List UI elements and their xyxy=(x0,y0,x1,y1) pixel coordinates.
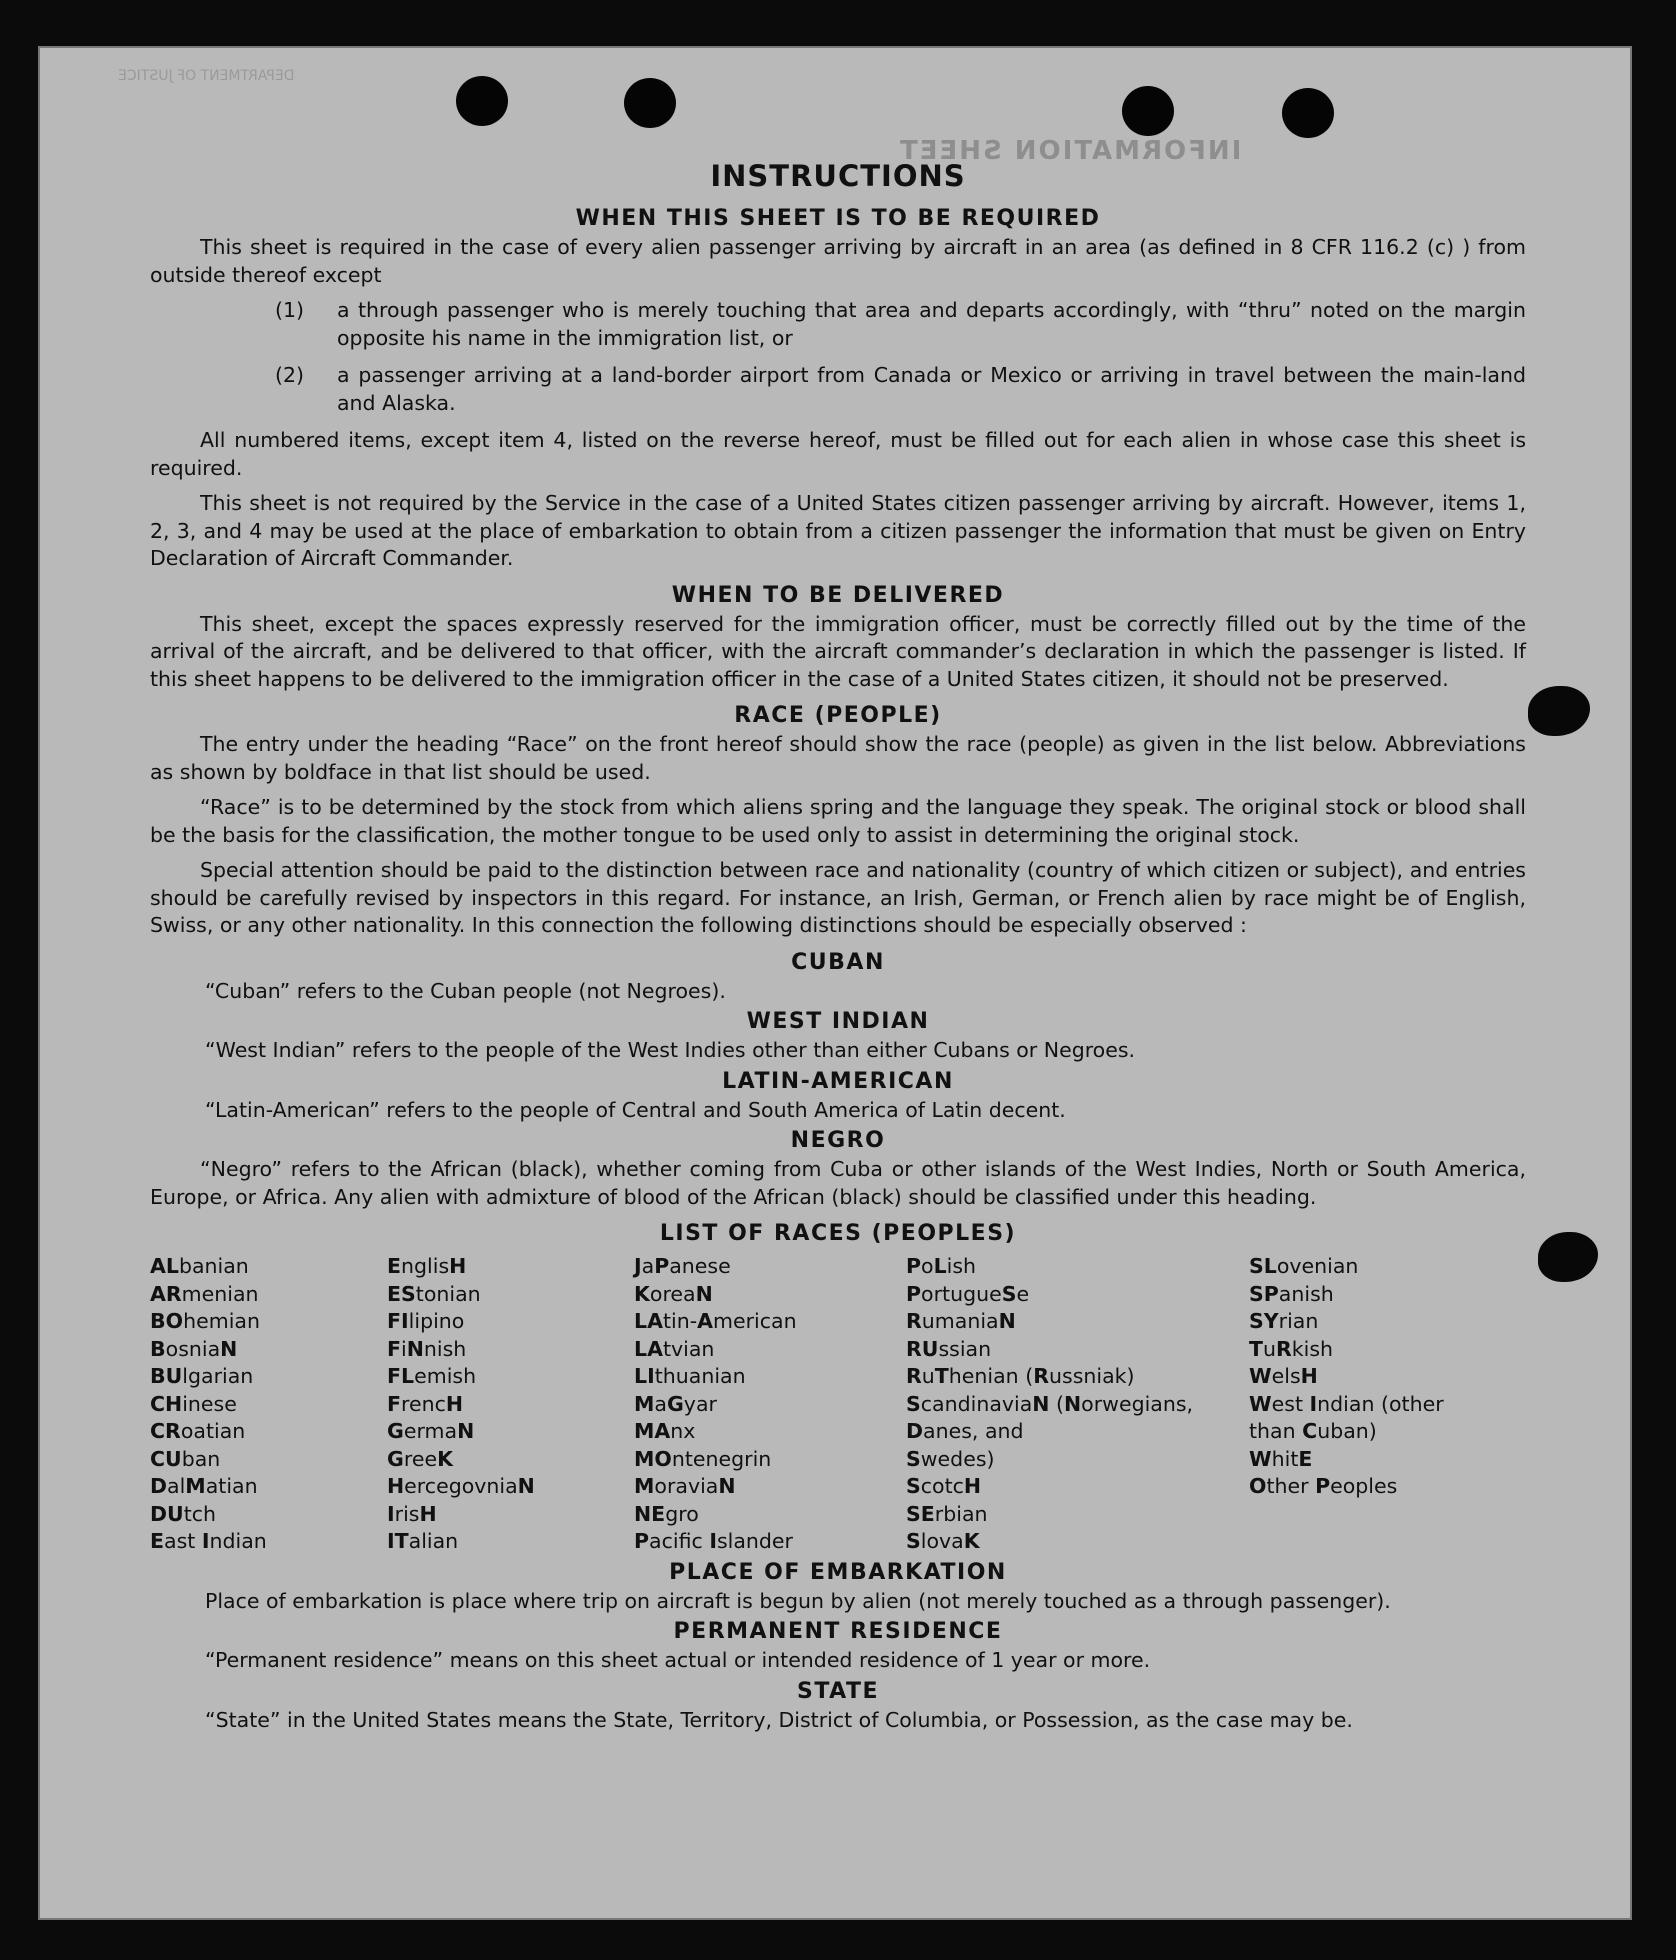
race-entry: DUtch xyxy=(150,1501,217,1526)
race-column xyxy=(906,1253,1249,1556)
race-entry: PortugueSe xyxy=(906,1281,1030,1306)
paragraph: “Race” is to be determined by the stock from which aliens spring and the language they speak. The original stock or blood shall be the basis for the classification, the mother tongue to be used only to assist in determining the original stock. xyxy=(150,795,1526,847)
race-entry: SYrian xyxy=(1249,1309,1319,1333)
race-entry: than Cuban) xyxy=(1249,1419,1377,1443)
definition: “Latin-American” refers to the people of Central and South America of Latin decent. xyxy=(205,1097,1066,1122)
section-heading: STATE xyxy=(797,1678,879,1704)
item-number: (1) xyxy=(275,298,305,322)
section-heading: LATIN-AMERICAN xyxy=(722,1068,954,1094)
section-heading: PLACE OF EMBARKATION xyxy=(669,1559,1007,1585)
race-entry: SlovaK xyxy=(906,1529,980,1553)
bleed-through-text: INFORMATION SHEET xyxy=(898,136,1242,166)
section-heading: RACE (PEOPLE) xyxy=(734,703,942,728)
race-entry: Danes, and xyxy=(906,1419,1024,1443)
punch-hole xyxy=(1122,86,1174,136)
section-heading: NEGRO xyxy=(790,1128,886,1153)
race-entry: MOntenegrin xyxy=(634,1446,772,1471)
race-entry: IrisH xyxy=(387,1501,437,1526)
punch-hole xyxy=(456,76,508,126)
race-entry: FrencH xyxy=(387,1391,464,1416)
race-entry: ITalian xyxy=(387,1529,459,1553)
race-entry: JaPanese xyxy=(634,1254,731,1278)
paragraph: All numbered items, except item 4, listed on the reverse hereof, must be filled out for each alien in whose case this sheet is required. xyxy=(150,428,1526,480)
race-column xyxy=(150,1253,387,1556)
race-entry: West Indian (other xyxy=(1249,1391,1444,1416)
race-entry: ScotcH xyxy=(906,1474,982,1498)
race-entry: ALbanian xyxy=(150,1254,249,1278)
section-heading: WEST INDIAN xyxy=(746,1009,930,1034)
race-entry: PoLish xyxy=(906,1254,977,1278)
item-text: a passenger arriving at a land-border airport from Canada or Mexico or arriving in travel between the main-land and Alaska. xyxy=(337,363,1526,415)
race-list xyxy=(150,1253,1526,1556)
bleed-through-text: DEPARTMENT OF JUSTICE xyxy=(118,68,295,84)
list-item xyxy=(150,362,1526,417)
definition: “State” in the United States means the State, Territory, District of Columbia, or Possession, as the case may be. xyxy=(205,1707,1353,1732)
ink-blot xyxy=(1528,686,1590,736)
race-entry: BosniaN xyxy=(150,1336,238,1361)
race-entry: ARmenian xyxy=(150,1281,259,1306)
punch-hole xyxy=(624,78,676,128)
race-entry: LAtin-American xyxy=(634,1309,797,1333)
race-entry: East Indian xyxy=(150,1529,267,1553)
race-column xyxy=(1249,1253,1509,1556)
race-entry: SErbian xyxy=(906,1501,988,1526)
definition: “West Indian” refers to the people of the West Indies other than either Cubans or Negroes. xyxy=(205,1038,1136,1062)
paragraph: Special attention should be paid to the distinction between race and nationality (country of which citizen or subject), and entries should be carefully revised by inspectors in this regard. For instance, an Irish, German, or French alien by race might be of English, Swiss, or any other nationality. In this connection the following distinctions should be especially observed : xyxy=(150,858,1526,937)
race-entry: EStonian xyxy=(387,1281,481,1306)
section-heading: WHEN TO BE DELIVERED xyxy=(671,582,1005,608)
race-entry: SLovenian xyxy=(1249,1254,1359,1278)
ink-blot xyxy=(1538,1232,1598,1282)
race-entry: CRoatian xyxy=(150,1419,246,1443)
race-entry: Swedes) xyxy=(906,1446,995,1471)
race-entry: TuRkish xyxy=(1249,1336,1334,1361)
paragraph: This sheet is required in the case of every alien passenger arriving by aircraft in an area (as defined in 8 CFR 116.2 (c) ) from outside thereof except xyxy=(150,235,1526,287)
race-entry: FiNnish xyxy=(387,1336,467,1361)
race-entry: LIthuanian xyxy=(634,1364,746,1388)
race-entry: BOhemian xyxy=(150,1309,260,1333)
race-entry: CUban xyxy=(150,1446,221,1471)
race-entry: NEgro xyxy=(634,1501,699,1526)
definition: Place of embarkation is place where trip on aircraft is begun by alien (not merely touched as a through passenger). xyxy=(205,1588,1391,1613)
race-entry: HercegovniaN xyxy=(387,1474,535,1498)
race-entry: RuThenian (Russniak) xyxy=(906,1364,1135,1388)
race-entry: KoreaN xyxy=(634,1281,713,1306)
race-entry: ScandinaviaN (Norwegians, xyxy=(906,1391,1194,1416)
paragraph: “Negro” refers to the African (black), whether coming from Cuba or other islands of the West Indies, North or South America, Europe, or Africa. Any alien with admixture of blood of the African (black) should be classified under this heading. xyxy=(150,1157,1526,1209)
punch-hole xyxy=(1282,88,1334,138)
race-entry: MAnx xyxy=(634,1419,696,1443)
paragraph: This sheet, except the spaces expressly reserved for the immigration officer, must be correctly filled out by the time of the arrival of the aircraft, and be delivered to that officer, with the aircraft commander’s declaration in which the passenger is listed. If this sheet happens to be delivered to the immigration officer in the case of a United States citizen, it should not be preserved. xyxy=(150,611,1526,691)
race-entry: DalMatian xyxy=(150,1474,258,1498)
race-entry: GermaN xyxy=(387,1419,475,1443)
race-entry: WelsH xyxy=(1249,1364,1318,1388)
race-entry: RumaniaN xyxy=(906,1309,1016,1333)
instructions-content xyxy=(150,158,1526,1736)
race-entry: MaGyar xyxy=(634,1391,717,1416)
race-entry: MoraviaN xyxy=(634,1474,736,1498)
race-entry: CHinese xyxy=(150,1391,237,1416)
race-entry: EnglisH xyxy=(387,1254,467,1278)
definition: “Cuban” refers to the Cuban people (not Negroes). xyxy=(205,978,726,1003)
race-entry: RUssian xyxy=(906,1336,992,1361)
section-heading: CUBAN xyxy=(791,949,885,975)
race-entry: BUlgarian xyxy=(150,1364,254,1388)
section-heading: PERMANENT RESIDENCE xyxy=(673,1619,1003,1644)
race-entry: Other Peoples xyxy=(1249,1474,1398,1498)
list-item xyxy=(150,297,1526,352)
race-entry: LAtvian xyxy=(634,1336,715,1361)
race-entry: WhitE xyxy=(1249,1446,1313,1471)
race-entry: FIlipino xyxy=(387,1309,465,1333)
race-entry: GreeK xyxy=(387,1446,453,1471)
race-column xyxy=(634,1253,906,1556)
paragraph: The entry under the heading “Race” on the front hereof should show the race (people) as given in the list below. Abbreviations as shown by boldface in that list should be used. xyxy=(150,732,1526,784)
section-heading: WHEN THIS SHEET IS TO BE REQUIRED xyxy=(575,206,1101,231)
page-title: INSTRUCTIONS xyxy=(710,159,966,193)
item-text: a through passenger who is merely touching that area and departs accordingly, with “thru” noted on the margin opposite his name in the immigration list, or xyxy=(337,298,1526,350)
item-number: (2) xyxy=(275,363,305,387)
race-entry: Pacifc Islander xyxy=(634,1529,793,1553)
race-column xyxy=(387,1253,634,1556)
section-heading: LIST OF RACES (PEOPLES) xyxy=(659,1221,1017,1246)
race-entry: FLemish xyxy=(387,1364,477,1388)
paragraph: This sheet is not required by the Service in the case of a United States citizen passenger arriving by aircraft. However, items 1, 2, 3, and 4 may be used at the place of embarkation to obtain from a citizen passenger the information that must be given on Entry Declaration of Aircraft Commander. xyxy=(150,491,1526,570)
definition: “Permanent residence” means on this sheet actual or intended residence of 1 year or more. xyxy=(205,1648,1151,1672)
race-entry: SPanish xyxy=(1249,1281,1334,1306)
